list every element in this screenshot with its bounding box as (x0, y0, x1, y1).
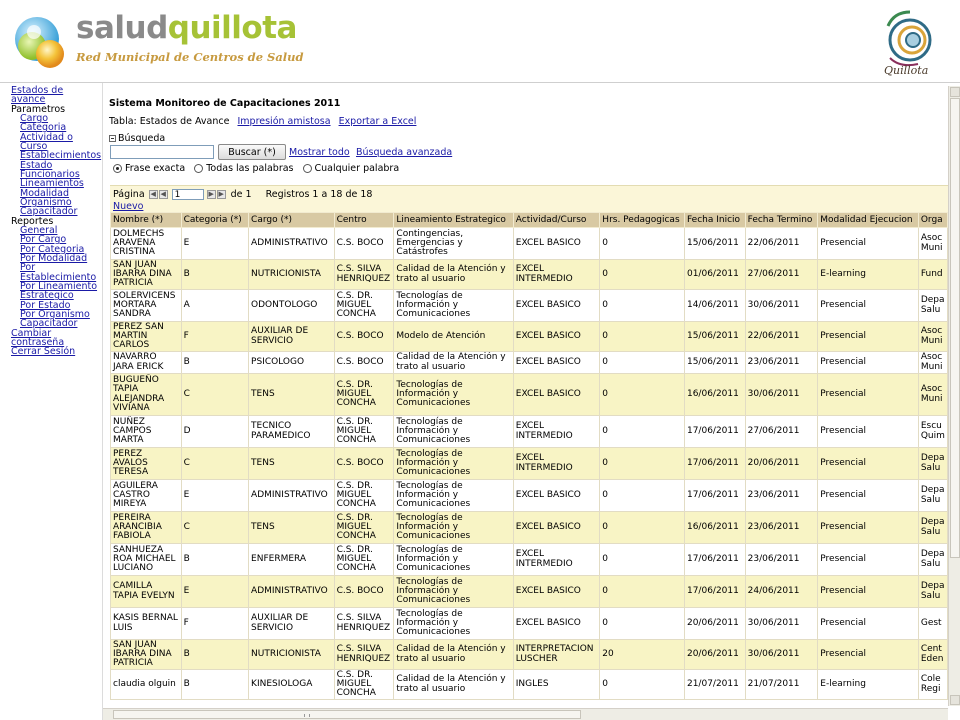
last-page-icon[interactable]: ▶ (218, 190, 224, 198)
table-cell: C.S. DR. MIGUEL CONCHA (334, 374, 394, 416)
table-cell: 23/06/2011 (745, 544, 818, 576)
table-cell: 0 (600, 290, 685, 322)
column-header[interactable]: Centro (334, 213, 394, 228)
search-input[interactable] (110, 145, 214, 159)
first-page-icon[interactable]: ◀ (150, 190, 156, 198)
table-cell: Tecnologías de Información y Comunicaciones (394, 512, 513, 544)
table-cell: C.S. SILVA HENRIQUEZ (334, 260, 394, 290)
table-cell: 0 (600, 512, 685, 544)
table-cell: Tecnologías de Información y Comunicaciones (394, 480, 513, 512)
table-cell: EXCEL BASICO (513, 576, 600, 608)
table-cell: claudia olguin (111, 670, 182, 700)
table-cell: ADMINISTRATIVO (249, 576, 335, 608)
left-navigation-menu (0, 83, 103, 720)
table-cell: 21/07/2011 (684, 670, 745, 700)
table-row[interactable] (111, 670, 948, 700)
table-cell: Cole Regi (918, 670, 947, 700)
table-cell: PEREIRA ARANCIBIA FABIOLA (111, 512, 182, 544)
table-cell: EXCEL BASICO (513, 608, 600, 640)
column-header[interactable]: Categoria (*) (181, 213, 248, 228)
table-cell: 15/06/2011 (684, 322, 745, 352)
municipality-crest-icon (874, 6, 948, 78)
table-cell: B (181, 670, 248, 700)
table-cell: EXCEL INTERMEDIO (513, 416, 600, 448)
table-cell: Contingencias, Emergencias y Catástrofes (394, 228, 513, 260)
brand-name-part2: quillota (167, 10, 297, 46)
table-cell: Asoc Muni (918, 374, 947, 416)
table-cell: C.S. BOCO (334, 448, 394, 480)
table-cell: B (181, 544, 248, 576)
column-header[interactable]: Lineamiento Estrategico (394, 213, 513, 228)
table-cell: 20/06/2011 (684, 640, 745, 670)
table-cell: Depa Salu (918, 544, 947, 576)
table-cell: PEREZ SAN MARTIN CARLOS (111, 322, 182, 352)
table-cell: C (181, 448, 248, 480)
table-cell: 27/06/2011 (745, 416, 818, 448)
menu-item[interactable]: Establecimiento (20, 271, 97, 283)
table-row[interactable] (111, 416, 948, 448)
radio-any-word-label: Cualquier palabra (314, 163, 400, 174)
menu-item[interactable]: contraseña (11, 336, 65, 348)
table-cell: EXCEL BASICO (513, 374, 600, 416)
table-cell: Tecnologías de Información y Comunicaciones (394, 290, 513, 322)
table-cell: INGLES (513, 670, 600, 700)
table-cell: Depa Salu (918, 576, 947, 608)
vertical-scroll-thumb[interactable] (950, 98, 960, 558)
table-cell: 0 (600, 352, 685, 374)
table-cell: SOLERVICENS MORTARA SANDRA (111, 290, 182, 322)
table-cell: 27/06/2011 (745, 260, 818, 290)
table-cell: PSICOLOGO (249, 352, 335, 374)
table-cell: AGUILERA CASTRO MIREYA (111, 480, 182, 512)
table-cell: 17/06/2011 (684, 544, 745, 576)
table-cell: TENS (249, 448, 335, 480)
export-excel-link[interactable]: Exportar a Excel (338, 116, 417, 127)
menu-item[interactable]: Estado (20, 159, 53, 171)
search-section-label: Búsqueda (118, 133, 166, 144)
table-cell: A (181, 290, 248, 322)
previous-page-icon[interactable]: ◀ (160, 190, 166, 198)
table-cell: 22/06/2011 (745, 228, 818, 260)
table-cell: EXCEL BASICO (513, 322, 600, 352)
table-cell: C.S. BOCO (334, 228, 394, 260)
table-cell: DOLMECHS ARAVENA CRISTINA (111, 228, 182, 260)
table-cell: TENS (249, 512, 335, 544)
table-cell: Presencial (818, 608, 919, 640)
vertical-scrollbar[interactable] (948, 86, 960, 706)
column-header[interactable]: Modalidad Ejecucion (818, 213, 919, 228)
menu-item[interactable]: Por Categoria (20, 243, 85, 255)
table-cell: C.S. BOCO (334, 576, 394, 608)
table-row[interactable] (111, 352, 948, 374)
horizontal-scrollbar[interactable] (103, 708, 948, 720)
table-cell: 0 (600, 416, 685, 448)
radio-all-words[interactable] (194, 164, 203, 173)
table-row[interactable] (111, 512, 948, 544)
table-row[interactable] (111, 448, 948, 480)
table-cell: Calidad de la Atención y trato al usuario (394, 352, 513, 374)
table-cell: Presencial (818, 374, 919, 416)
menu-item[interactable]: Capacitador (20, 318, 78, 330)
table-cell: 24/06/2011 (745, 576, 818, 608)
scroll-up-icon[interactable] (950, 87, 960, 97)
table-cell: EXCEL INTERMEDIO (513, 448, 600, 480)
page-number-input[interactable] (172, 189, 204, 200)
table-cell: Depa Salu (918, 512, 947, 544)
table-cell: 21/07/2011 (745, 670, 818, 700)
table-cell: EXCEL BASICO (513, 352, 600, 374)
page-title: Sistema Monitoreo de Capacitaciones 2011 (109, 98, 341, 109)
table-cell: BUGUEÑO TAPIA ALEJANDRA VIVIANA (111, 374, 182, 416)
scroll-grip-icon (304, 714, 310, 717)
table-cell: 22/06/2011 (745, 322, 818, 352)
table-cell: Tecnologías de Información y Comunicaciones (394, 416, 513, 448)
menu-item[interactable]: Capacitador (20, 206, 78, 218)
table-cell: SAN JUAN IBARRA DINA PATRICIA (111, 640, 182, 670)
collapse-minus-icon[interactable] (109, 135, 116, 142)
menu-item[interactable]: Por (20, 262, 36, 274)
table-cell: 23/06/2011 (745, 512, 818, 544)
menu-item[interactable]: Por Cargo (20, 234, 67, 246)
table-cell: Presencial (818, 544, 919, 576)
table-cell: C.S. DR. MIGUEL CONCHA (334, 290, 394, 322)
table-cell: Depa Salu (918, 448, 947, 480)
table-cell: C.S. DR. MIGUEL CONCHA (334, 512, 394, 544)
table-cell: 20/06/2011 (684, 608, 745, 640)
table-cell: PEREZ AVALOS TERESA (111, 448, 182, 480)
table-cell: Tecnologías de Información y Comunicaciones (394, 374, 513, 416)
table-cell: Asoc Muni (918, 352, 947, 374)
table-cell: NAVARRO JARA ERICK (111, 352, 182, 374)
records-table (110, 212, 948, 700)
brand-name (76, 10, 297, 46)
table-cell: 0 (600, 480, 685, 512)
menu-item[interactable]: Funcionarios (20, 168, 80, 180)
column-header[interactable]: Fecha Termino (745, 213, 818, 228)
table-cell: Calidad de la Atención y trato al usuario (394, 640, 513, 670)
crest-label: Quillota (884, 64, 929, 77)
table-cell: C (181, 512, 248, 544)
column-header[interactable]: Hrs. Pedagogicas (600, 213, 685, 228)
table-cell: 0 (600, 322, 685, 352)
table-cell: 0 (600, 374, 685, 416)
menu-item[interactable]: Estrategico (20, 290, 74, 302)
table-cell: AUXILIAR DE SERVICIO (249, 608, 335, 640)
table-cell: KINESIOLOGA (249, 670, 335, 700)
table-cell: Presencial (818, 512, 919, 544)
table-cell: EXCEL BASICO (513, 480, 600, 512)
search-mode-radios (113, 163, 408, 174)
menu-item[interactable]: Actividad o (20, 131, 73, 143)
table-title-line (109, 116, 416, 127)
table-cell: 20 (600, 640, 685, 670)
table-cell: Presencial (818, 416, 919, 448)
table-cell: Modelo de Atención (394, 322, 513, 352)
table-cell: Depa Salu (918, 290, 947, 322)
table-cell: E-learning (818, 260, 919, 290)
pager-bar (110, 185, 948, 212)
pager-controls (113, 189, 372, 200)
table-header-row (111, 213, 948, 228)
table-cell: 23/06/2011 (745, 480, 818, 512)
radio-any-word[interactable] (303, 164, 312, 173)
table-cell: 30/06/2011 (745, 374, 818, 416)
table-cell: EXCEL BASICO (513, 512, 600, 544)
main-content (108, 86, 948, 706)
table-cell: 14/06/2011 (684, 290, 745, 322)
table-cell: 0 (600, 544, 685, 576)
table-cell: 17/06/2011 (684, 576, 745, 608)
table-cell: NUÑEZ CAMPOS MARTA (111, 416, 182, 448)
table-cell: F (181, 608, 248, 640)
table-cell: C.S. BOCO (334, 322, 394, 352)
table-cell: 16/06/2011 (684, 512, 745, 544)
menu-item[interactable]: Estados de (11, 85, 64, 96)
table-cell: Cent Eden (918, 640, 947, 670)
table-row[interactable] (111, 576, 948, 608)
menu-item[interactable]: Cerrar Sesión (11, 346, 76, 358)
table-cell: Asoc Muni (918, 228, 947, 260)
table-cell: Presencial (818, 448, 919, 480)
menu-item[interactable]: avance (11, 94, 46, 106)
saludquillota-logo-icon (12, 12, 74, 74)
brand-name-part1: salud (76, 10, 168, 46)
table-cell: NUTRICIONISTA (249, 640, 335, 670)
radio-exact-phrase[interactable] (113, 164, 122, 173)
table-cell: INTERPRETACION LUSCHER (513, 640, 600, 670)
table-cell: 01/06/2011 (684, 260, 745, 290)
next-page-icon[interactable]: ▶ (208, 190, 214, 198)
table-row[interactable] (111, 544, 948, 576)
radio-all-words-label: Todas las palabras (206, 163, 294, 174)
table-cell: Calidad de la Atención y trato al usuario (394, 260, 513, 290)
table-cell: F (181, 322, 248, 352)
table-cell: 30/06/2011 (745, 608, 818, 640)
table-cell: ADMINISTRATIVO (249, 228, 335, 260)
table-cell: Presencial (818, 352, 919, 374)
table-cell: 15/06/2011 (684, 228, 745, 260)
table-row[interactable] (111, 322, 948, 352)
menu-item[interactable]: General (20, 224, 58, 236)
table-cell: 17/06/2011 (684, 448, 745, 480)
table-cell: C.S. BOCO (334, 352, 394, 374)
menu-item[interactable]: Por Estado (20, 299, 71, 311)
menu-item[interactable]: Por Organismo (20, 308, 90, 320)
table-cell: Depa Salu (918, 480, 947, 512)
table-cell: 0 (600, 608, 685, 640)
table-cell: 0 (600, 576, 685, 608)
table-cell: ADMINISTRATIVO (249, 480, 335, 512)
table-cell: 30/06/2011 (745, 290, 818, 322)
table-cell: Fund (918, 260, 947, 290)
search-button[interactable]: Buscar (*) (218, 144, 286, 160)
table-cell: TECNICO PARAMEDICO (249, 416, 335, 448)
advanced-search-link[interactable]: Búsqueda avanzada (356, 147, 453, 158)
printer-friendly-link[interactable]: Impresión amistosa (237, 116, 331, 127)
column-header[interactable]: Actividad/Curso (513, 213, 600, 228)
table-cell: B (181, 352, 248, 374)
table-cell: SAN JUAN IBARRA DINA PATRICIA (111, 260, 182, 290)
table-cell: EXCEL BASICO (513, 228, 600, 260)
table-cell: Tecnologías de Información y Comunicaciones (394, 448, 513, 480)
table-row[interactable] (111, 228, 948, 260)
table-cell: B (181, 260, 248, 290)
table-cell: 17/06/2011 (684, 416, 745, 448)
table-cell: Presencial (818, 480, 919, 512)
table-cell: E (181, 480, 248, 512)
table-row[interactable] (111, 480, 948, 512)
menu-item[interactable]: Establecimientos (20, 150, 102, 162)
brand-subtitle: Red Municipal de Centros de Salud (76, 50, 304, 64)
table-row[interactable] (111, 608, 948, 640)
scroll-down-icon[interactable] (950, 695, 960, 705)
menu-item[interactable]: Por Modalidad (20, 252, 88, 264)
table-cell: B (181, 640, 248, 670)
table-cell: Presencial (818, 290, 919, 322)
table-cell: EXCEL BASICO (513, 290, 600, 322)
menu-item[interactable]: Curso (20, 140, 48, 152)
column-header[interactable]: Orga (918, 213, 947, 228)
table-row[interactable] (111, 260, 948, 290)
menu-item: Reportes (11, 215, 54, 227)
table-cell: Presencial (818, 322, 919, 352)
table-cell: E (181, 576, 248, 608)
table-cell: 30/06/2011 (745, 640, 818, 670)
table-cell: 15/06/2011 (684, 352, 745, 374)
table-cell: ENFERMERA (249, 544, 335, 576)
table-cell: CAMILLA TAPIA EVELYN (111, 576, 182, 608)
table-cell: C.S. DR. MIGUEL CONCHA (334, 416, 394, 448)
column-header[interactable]: Cargo (*) (249, 213, 335, 228)
table-name-label: Tabla: Estados de Avance (109, 116, 230, 127)
menu-item: Parametros (11, 103, 66, 115)
header-banner (0, 0, 960, 83)
table-cell: Tecnologías de Información y Comunicaciones (394, 576, 513, 608)
menu-item[interactable]: Cambiar (11, 327, 52, 339)
table-cell: ODONTOLOGO (249, 290, 335, 322)
column-header[interactable]: Nombre (*) (111, 213, 182, 228)
table-cell: 16/06/2011 (684, 374, 745, 416)
table-cell: Gest (918, 608, 947, 640)
table-cell: 0 (600, 670, 685, 700)
radio-exact-phrase-label: Frase exacta (125, 163, 186, 174)
page-count-text: de 1 (230, 189, 252, 200)
table-cell: Tecnologías de Información y Comunicaciones (394, 608, 513, 640)
new-record-link[interactable]: Nuevo (113, 201, 144, 212)
table-cell: EXCEL INTERMEDIO (513, 260, 600, 290)
table-cell: 23/06/2011 (745, 352, 818, 374)
table-cell: C.S. SILVA HENRIQUEZ (334, 608, 394, 640)
table-cell: Presencial (818, 640, 919, 670)
menu-item[interactable]: Categoria (20, 122, 67, 134)
menu-item[interactable]: Modalidad (20, 187, 70, 199)
search-section-toggle[interactable] (109, 133, 165, 144)
table-cell: D (181, 416, 248, 448)
menu-item[interactable]: Por Lineamiento (20, 280, 98, 292)
page-label: Página (113, 189, 145, 200)
table-row[interactable] (111, 640, 948, 670)
horizontal-scroll-thumb[interactable] (113, 710, 581, 719)
table-cell: Tecnologías de Información y Comunicaciones (394, 544, 513, 576)
records-range-text: Registros 1 a 18 de 18 (265, 189, 373, 200)
table-cell: TENS (249, 374, 335, 416)
table-cell: C.S. SILVA HENRIQUEZ (334, 640, 394, 670)
table-cell: SANHUEZA ROA MICHAEL LUCIANO (111, 544, 182, 576)
table-cell: Calidad de la Atención y trato al usuario (394, 670, 513, 700)
table-cell: C.S. DR. MIGUEL CONCHA (334, 480, 394, 512)
menu-item[interactable]: Lineamientos (20, 178, 84, 190)
table-cell: C.S. DR. MIGUEL CONCHA (334, 544, 394, 576)
table-cell: KASIS BERNAL LUIS (111, 608, 182, 640)
menu-item[interactable]: Organismo (20, 196, 72, 208)
table-cell: Presencial (818, 228, 919, 260)
table-row[interactable] (111, 290, 948, 322)
table-cell: C (181, 374, 248, 416)
table-cell: NUTRICIONISTA (249, 260, 335, 290)
column-header[interactable]: Fecha Inicio (684, 213, 745, 228)
menu-item[interactable]: Cargo (20, 112, 49, 124)
table-cell: Presencial (818, 576, 919, 608)
table-cell: Asoc Muni (918, 322, 947, 352)
table-body (111, 228, 948, 700)
table-cell: E-learning (818, 670, 919, 700)
table-cell: 0 (600, 228, 685, 260)
table-cell: 0 (600, 448, 685, 480)
table-cell: EXCEL INTERMEDIO (513, 544, 600, 576)
table-cell: AUXILIAR DE SERVICIO (249, 322, 335, 352)
table-cell: C.S. DR. MIGUEL CONCHA (334, 670, 394, 700)
table-row[interactable] (111, 374, 948, 416)
table-cell: Escu Quim (918, 416, 947, 448)
table-cell: 17/06/2011 (684, 480, 745, 512)
show-all-link[interactable]: Mostrar todo (289, 147, 350, 158)
table-cell: 20/06/2011 (745, 448, 818, 480)
table-cell: E (181, 228, 248, 260)
table-cell: 0 (600, 260, 685, 290)
